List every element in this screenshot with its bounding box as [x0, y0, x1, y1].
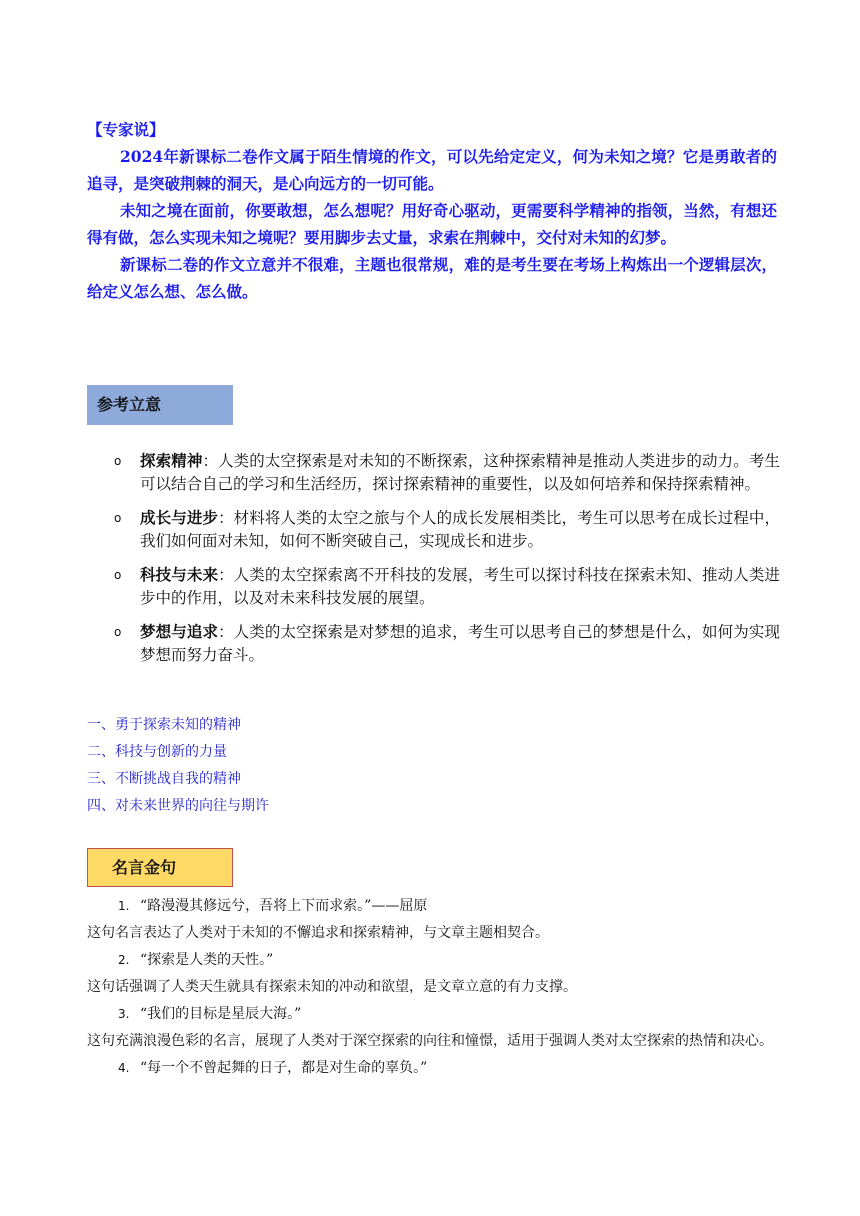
expert-paragraph: 未知之境在面前，你要敢想，怎么想呢？用好奇心驱动，更需要科学精神的指领，当然，有想还得有做，怎么实现未知之境呢？要用脚步去丈量，求索在荆棘中，交付对未知的幻梦。	[87, 201, 777, 247]
quote-line	[87, 1001, 777, 1028]
outline-item: 二、科技与创新的力量	[87, 744, 227, 760]
bullet-term: 探索精神	[140, 451, 203, 470]
bullet-marker: o	[114, 511, 122, 525]
bullet-text: ：人类的太空探索离不开科技的发展，考生可以探讨科技在探索未知、推动人类进步中的作用，以及对未来科技发展的展望。	[140, 566, 780, 607]
list-item	[114, 506, 780, 553]
list-item	[114, 620, 780, 667]
quote-number: 4.	[118, 1061, 130, 1075]
quote-text: “路漫漫其修远兮，吾将上下而求索。”——屈原	[140, 898, 428, 914]
quote-comment: 这句话强调了人类天生就具有探索未知的冲动和欲望，是文章立意的有力支撑。	[87, 979, 577, 995]
bullet-marker: o	[114, 625, 122, 639]
quote-number: 3.	[118, 1007, 130, 1021]
quote-number: 1.	[118, 899, 130, 913]
bullet-marker: o	[114, 568, 122, 582]
expert-paragraph: 2024年新课标二卷作文属于陌生情境的作文，可以先给定定义，何为未知之境？它是勇敢者的追寻，是突破荆棘的洞天，是心向远方的一切可能。	[87, 147, 777, 193]
bullet-text: ：材料将人类的太空之旅与个人的成长发展相类比，考生可以思考在成长过程中，我们如何面对未知，如何不断突破自己，实现成长和进步。	[140, 509, 780, 550]
bullet-term: 梦想与追求	[140, 622, 219, 641]
list-item	[114, 563, 780, 610]
bullet-text: ：人类的太空探索是对梦想的追求，考生可以思考自己的梦想是什么，如何为实现梦想而努力奋斗。	[140, 623, 780, 664]
outline-item: 三、不断挑战自我的精神	[87, 771, 241, 787]
quote-line	[87, 947, 777, 974]
outline-list	[87, 712, 269, 820]
quote-line	[87, 1055, 777, 1082]
outline-item: 四、对未来世界的向往与期许	[87, 798, 269, 814]
reference-title-box: 参考立意	[87, 385, 233, 425]
quote-comment: 这句充满浪漫色彩的名言，展现了人类对于深空探索的向往和憧憬，适用于强调人类对太空探索的热情和决心。	[87, 1033, 773, 1049]
quote-line	[87, 893, 777, 920]
quote-text: “探索是人类的天性。”	[140, 952, 274, 968]
quote-text: “每一个不曾起舞的日子，都是对生命的辜负。”	[140, 1060, 428, 1076]
bullet-term: 科技与未来	[140, 565, 219, 584]
quote-text: “我们的目标是星辰大海。”	[140, 1006, 302, 1022]
expert-heading: 【专家说】	[87, 120, 165, 139]
reference-bullet-list	[114, 449, 780, 677]
bullet-term: 成长与进步	[140, 508, 219, 527]
outline-item: 一、勇于探索未知的精神	[87, 717, 241, 733]
quote-comment: 这句名言表达了人类对于未知的不懈追求和探索精神，与文章主题相契合。	[87, 925, 549, 941]
quotes-title-box: 名言金句	[87, 848, 233, 887]
bullet-text: ：人类的太空探索是对未知的不断探索，这种探索精神是推动人类进步的动力。考生可以结合自己的学习和生活经历，探讨探索精神的重要性，以及如何培养和保持探索精神。	[140, 452, 780, 493]
bullet-marker: o	[114, 454, 122, 468]
expert-paragraph: 新课标二卷的作文立意并不很难，主题也很常规，难的是考生要在考场上构炼出一个逻辑层次，给定义怎么想、怎么做。	[87, 255, 777, 301]
quote-number: 2.	[118, 953, 130, 967]
list-item	[114, 449, 780, 496]
quotes-section	[87, 893, 777, 1082]
expert-section	[87, 116, 777, 305]
